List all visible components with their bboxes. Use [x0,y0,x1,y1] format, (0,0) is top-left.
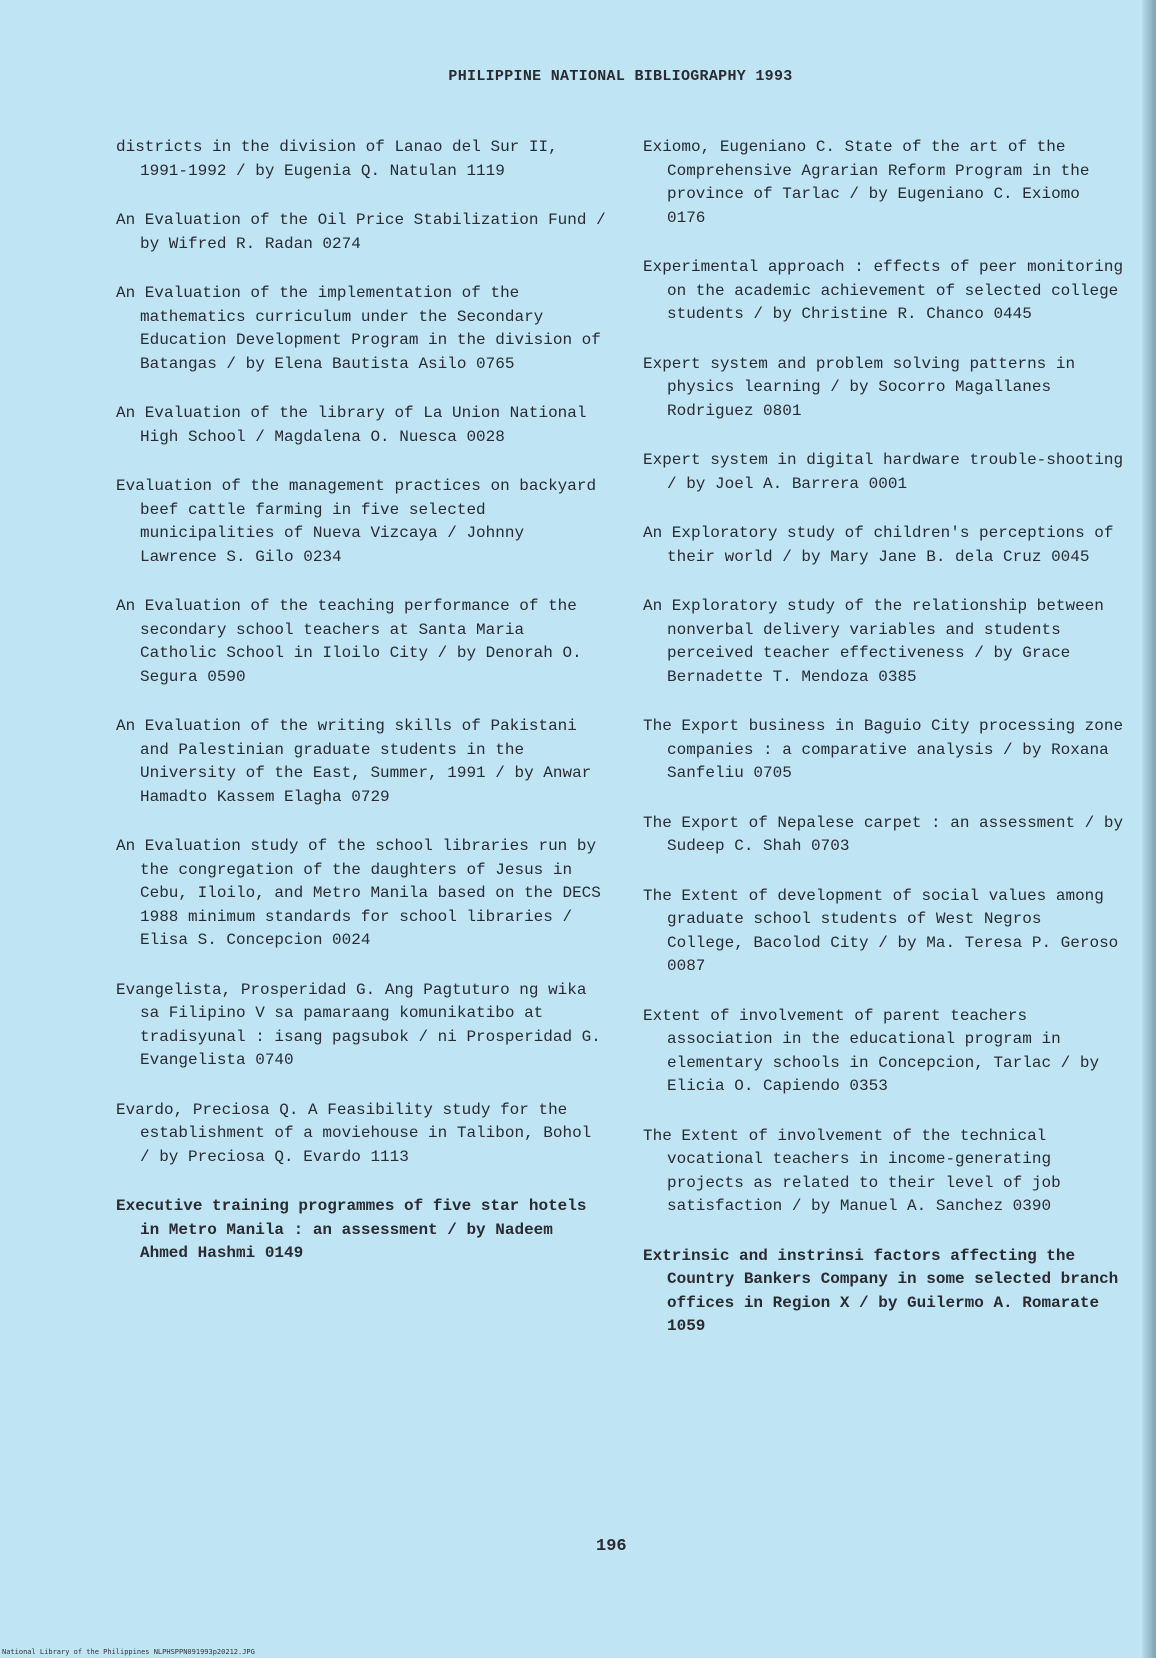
bibliography-entry: Exiomo, Eugeniano C. State of the art of the Comprehensive Agrarian Reform Program in the province of Tarlac / by Eugeniano C. Exiomo 0176 [643,138,1090,227]
bibliography-entry: The Extent of involvement of the technical vocational teachers in income-generating projects as related to their level of job satisfaction / by Manuel A. Sanchez 0390 [643,1126,1061,1215]
bibliography-entry: An Evaluation study of the school libraries run by the congregation of the daughters of Jesus in Cebu, Iloilo, and Metro Manila based on the DECS 1988 minimum standards for school libraries / Elisa S. Concepcion 0024 [116,837,601,949]
bibliography-entry: The Extent of development of social values among graduate school students of West Negros College, Bacolod City / by Ma. Teresa P. Geroso 0087 [643,886,1119,975]
bibliography-entry: An Evaluation of the implementation of the mathematics curriculum under the Secondary Education Development Program in the division of Batangas / by Elena Bautista Asilo 0765 [116,284,601,373]
bibliography-entry: An Evaluation of the writing skills of Pakistani and Palestinian graduate students in the University of the East, Summer, 1991 / by Anwar Hamadto Kassem Elagha 0729 [116,717,592,806]
bibliography-entry: Expert system in digital hardware trouble-shooting / by Joel A. Barrera 0001 [643,451,1124,493]
bibliography-entry: Extrinsic and instrinsi factors affecting the Country Bankers Company in some selected branch offices in Region X / by Guilermo A. Romarate 1059 [643,1246,1119,1335]
bibliography-entry: An Evaluation of the library of La Union National High School / Magdalena O. Nuesca 0028 [116,404,587,446]
right-column [643,136,1127,1365]
page-header: PHILIPPINE NATIONAL BIBLIOGRAPHY 1993 [448,68,793,85]
bibliography-entry: The Export of Nepalese carpet : an assessment / by Sudeep C. Shah 0703 [643,813,1124,855]
page-number: 196 [596,1537,627,1556]
bibliography-entry: Evardo, Preciosa Q. A Feasibility study for the establishment of a moviehouse in Talibon, Bohol / by Preciosa Q. Evardo 1113 [116,1100,592,1166]
bibliography-entry: Extent of involvement of parent teachers association in the educational program in elementary schools in Concepcion, Tarlac / by Elicia O. Capiendo 0353 [643,1006,1100,1095]
bibliography-entry: Expert system and problem solving patterns in physics learning / by Socorro Magallanes Rodriguez 0801 [643,354,1076,420]
bibliography-entry: Experimental approach : effects of peer monitoring on the academic achievement of selected college students / by Christine R. Chanco 0445 [643,258,1124,323]
bibliography-entry: Evangelista, Prosperidad G. Ang Pagtuturo ng wika sa Filipino V sa pamaraang komunikatibo at tradisyunal : isang pagsubok / ni Prosperidad G. Evangelista 0740 [116,980,601,1069]
bibliography-entry: Evaluation of the management practices on backyard beef cattle farming in five selected municipalities of Nueva Vizcaya / Johnny Lawrence S. Gilo 0234 [116,477,597,566]
bibliography-entry: An Exploratory study of children's perceptions of their world / by Mary Jane B. dela Cruz 0045 [643,524,1114,566]
bibliography-entry: districts in the division of Lanao del Sur II, 1991-1992 / by Eugenia Q. Natulan 1119 [116,138,558,180]
scan-footer: National Library of the Philippines NLPHSPPN091993p20212.JPG [2,1648,255,1656]
bibliography-entry: Executive training programmes of five star hotels in Metro Manila : an assessment / by Nadeem Ahmed Hashmi 0149 [116,1197,587,1262]
bibliography-entry: An Evaluation of the teaching performance of the secondary school teachers at Santa Maria Catholic School in Iloilo City / by Denorah O. Segura 0590 [116,597,582,686]
bibliography-entry: The Export business in Baguio City processing zone companies : a comparative analysis / by Roxana Sanfeliu 0705 [643,717,1124,782]
left-column [116,136,606,1292]
bibliography-entry: An Exploratory study of the relationship between nonverbal delivery variables and students perceived teacher effectiveness / by Grace Bernadette T. Mendoza 0385 [643,597,1104,686]
page-edge-shadow [1142,0,1156,1658]
bibliography-entry: An Evaluation of the Oil Price Stabilization Fund / by Wifred R. Radan 0274 [116,211,606,253]
